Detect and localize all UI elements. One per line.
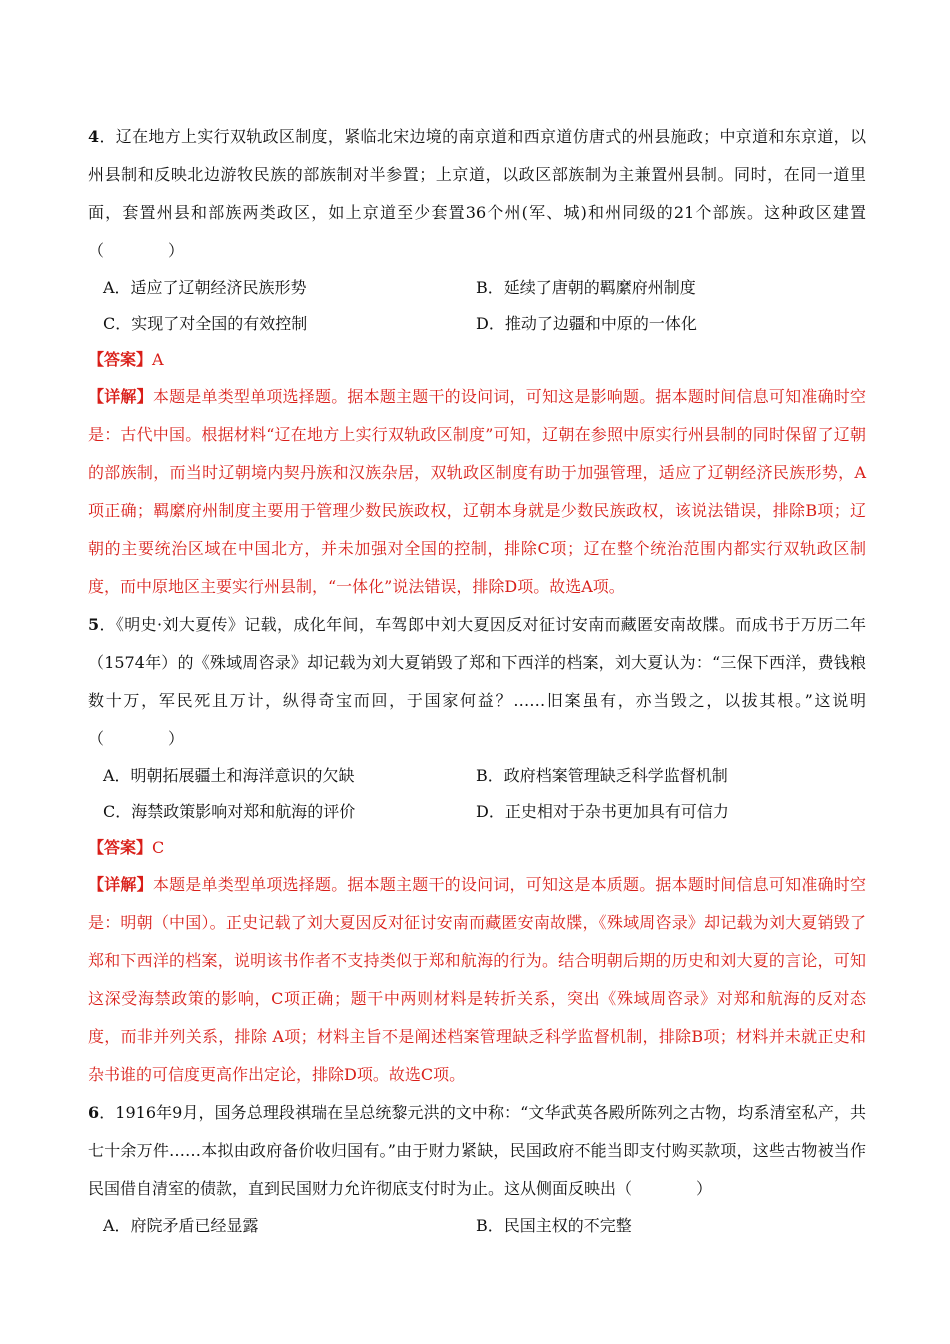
option-c: C．海禁政策影响对郑和航海的评价 — [103, 802, 356, 821]
options-row — [88, 1208, 866, 1244]
detail-paragraph — [88, 866, 866, 1094]
question-text: ．1916年9月，国务总理段祺瑞在呈总统黎元洪的文中称：“文华武英各殿所陈列之古物，均系清室私产，共七十余万件……本拟由政府备价收归国有。”由于财力紧缺，民国政府不能当即支付购买款项，这些古物被当作民国借自清室的债款，直到民国财力允许彻底支付时为止。这从侧面反映出（ ） — [88, 1103, 866, 1198]
document-page — [88, 118, 866, 1244]
question-text: ．《明史·刘大夏传》记载，成化年间，车驾郎中刘大夏因反对征讨安南而藏匿安南故牒。而成书于万历二年（1574年）的《殊域周咨录》却记载为刘大夏销毁了郑和下西洋的档案，刘大夏认为：“三保下西洋，费钱粮数十万，军民死且万计，纵得奇宝而回，于国家何益？……旧案虽有，亦当毁之，以拔其根。”这说明（ ） — [88, 615, 866, 748]
detail-paragraph — [88, 378, 866, 606]
options-row — [88, 794, 866, 830]
question-number: 4 — [88, 127, 100, 146]
option-b: B．政府档案管理缺乏科学监督机制 — [476, 766, 728, 785]
question-stem — [88, 1094, 866, 1208]
answer-label: 【答案】 — [88, 838, 153, 857]
option-a: A．明朝拓展疆土和海洋意识的欠缺 — [103, 766, 355, 785]
detail-text: 本题是单类型单项选择题。据本题主题干的设问词，可知这是本质题。据本题时间信息可知准确时空是：明朝（中国）。正史记载了刘大夏因反对征讨安南而藏匿安南故牒，《殊域周咨录》却记载为刘大夏销毁了郑和下西洋的档案，说明该书作者不支持类似于郑和航海的行为。结合明朝后期的历史和刘大夏的言论，可知这深受海禁政策的影响，C项正确；题干中两则材料是转折关系，突出《殊域周咨录》对郑和航海的反对态度，而非并列关系，排除 A项；材料主旨不是阐述档案管理缺乏科学监督机制，排除B项；材料并未就正史和杂书谁的可信度更高作出定论，排除D项。故选C项。 — [88, 875, 866, 1084]
options-row — [88, 758, 866, 794]
option-d: D．正史相对于杂书更加具有可信力 — [476, 802, 729, 821]
options-row — [88, 306, 866, 342]
question-4 — [88, 118, 866, 606]
answer-label: 【答案】 — [88, 350, 153, 369]
question-6 — [88, 1094, 866, 1244]
question-text: ．辽在地方上实行双轨政区制度，紧临北宋边境的南京道和西京道仿唐式的州县施政；中京道和东京道，以州县制和反映北边游牧民族的部族制对半参置；上京道，以政区部族制为主兼置州县制。同时，在同一道里面，套置州县和部族两类政区，如上京道至少套置36个州(军、城)和州同级的21个部族。这种政区建置（ ） — [88, 127, 866, 260]
option-a: A．府院矛盾已经显露 — [103, 1216, 259, 1235]
question-5 — [88, 606, 866, 1094]
answer-line — [88, 342, 866, 378]
question-stem — [88, 118, 866, 270]
detail-text: 本题是单类型单项选择题。据本题主题干的设问词，可知这是影响题。据本题时间信息可知准确时空是：古代中国。根据材料“辽在地方上实行双轨政区制度”可知，辽朝在参照中原实行州县制的同时保留了辽朝的部族制，而当时辽朝境内契丹族和汉族杂居，双轨政区制度有助于加强管理，适应了辽朝经济民族形势，A项正确；羁縻府州制度主要用于管理少数民族政权，辽朝本身就是少数民族政权，该说法错误，排除B项；辽朝的主要统治区域在中国北方，并未加强对全国的控制，排除C项；辽在整个统治范围内都实行双轨政区制度，而中原地区主要实行州县制，“一体化”说法错误，排除D项。故选A项。 — [88, 387, 866, 596]
detail-label: 【详解】 — [88, 875, 153, 894]
question-number: 6 — [88, 1103, 100, 1122]
option-c: C．实现了对全国的有效控制 — [103, 314, 308, 333]
options-row — [88, 270, 866, 306]
detail-label: 【详解】 — [88, 387, 153, 406]
answer-line — [88, 830, 866, 866]
question-stem — [88, 606, 866, 758]
answer-value: A — [152, 350, 164, 369]
option-d: D．推动了边疆和中原的一体化 — [476, 314, 697, 333]
option-b: B．延续了唐朝的羁縻府州制度 — [476, 278, 696, 297]
answer-value: C — [152, 838, 165, 857]
question-number: 5 — [88, 615, 100, 634]
option-a: A．适应了辽朝经济民族形势 — [103, 278, 307, 297]
option-b: B．民国主权的不完整 — [476, 1216, 632, 1235]
